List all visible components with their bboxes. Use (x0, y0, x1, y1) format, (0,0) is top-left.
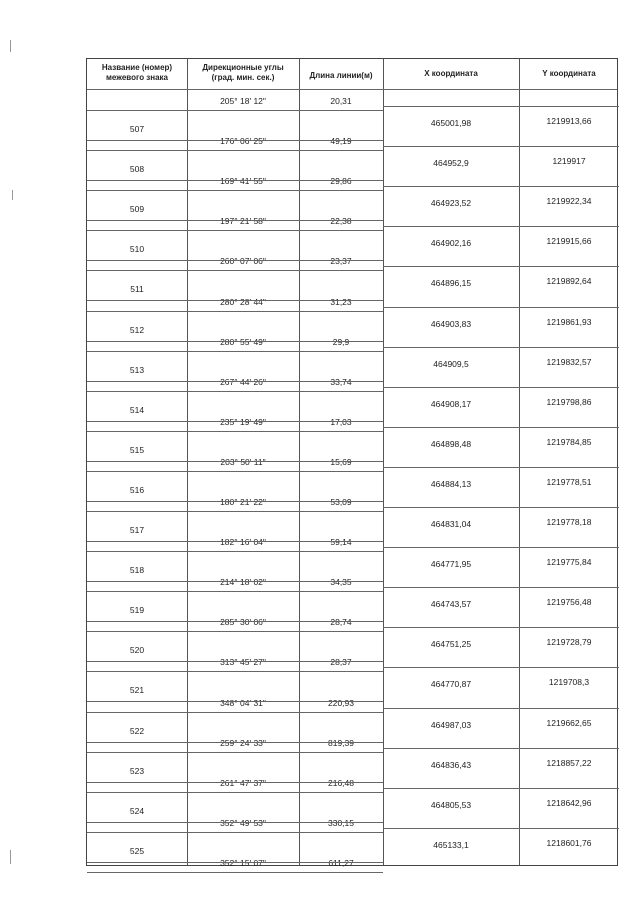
point-x: 464952,9 (433, 158, 469, 169)
segment-length: 17,03 (330, 416, 352, 427)
segment-length: 22,38 (330, 216, 352, 227)
scan-artifact (10, 40, 11, 52)
point-x: 464836,43 (430, 759, 472, 770)
point-y: 1218642,96 (546, 797, 592, 808)
row-divider (87, 300, 383, 301)
point-y: 1218601,76 (546, 837, 592, 848)
point-name: 523 (129, 765, 145, 776)
segment-angle: 214° 18' 02" (220, 577, 266, 588)
segment-length: 611,27 (328, 857, 354, 868)
point-y: 1219922,34 (546, 196, 592, 207)
segment-length: 34,35 (330, 577, 352, 588)
point-name: 519 (129, 605, 145, 616)
segment-angle: 260° 07' 06" (220, 256, 266, 267)
row-divider (87, 140, 383, 141)
row-divider (87, 782, 383, 783)
point-x: 464805,53 (430, 799, 472, 810)
segment-angle: 348° 04' 31" (220, 697, 266, 708)
segment-length: 20,31 (330, 96, 352, 106)
segment-angle: 285° 30' 06" (220, 617, 266, 628)
point-x: 464908,17 (430, 398, 472, 409)
row-divider (383, 627, 619, 628)
scan-artifact (12, 190, 13, 200)
segment-angle: 169° 41' 55" (220, 176, 266, 187)
row-divider (87, 671, 383, 672)
header-x: X координата (424, 69, 478, 78)
row-divider (87, 661, 383, 662)
header-name: Название (номер) межевого знака (101, 63, 173, 82)
point-name: 509 (129, 204, 145, 215)
row-divider (87, 752, 383, 753)
point-x: 464896,15 (430, 278, 472, 289)
scan-artifact (10, 850, 11, 864)
row-divider (87, 742, 383, 743)
segment-length: 31,23 (330, 296, 352, 307)
row-divider (87, 110, 383, 111)
point-y: 1219708,3 (548, 677, 590, 688)
point-y: 1219784,85 (546, 436, 592, 447)
point-x: 465133,1 (433, 839, 469, 850)
column-divider (383, 59, 384, 865)
row-divider (87, 501, 383, 502)
point-x: 464751,25 (430, 639, 472, 650)
segment-angle: 203° 50' 11" (220, 456, 266, 467)
header-length: Длина линии(м) (309, 71, 373, 80)
row-divider (383, 106, 619, 107)
segment-angle: 267° 44' 26" (220, 376, 266, 387)
row-divider (383, 387, 619, 388)
point-x: 464771,95 (430, 559, 472, 570)
row-divider (87, 351, 383, 352)
segment-length: 216,48 (328, 777, 354, 788)
row-divider (383, 547, 619, 548)
row-divider (383, 226, 619, 227)
point-y: 1219662,65 (546, 717, 592, 728)
row-divider (87, 230, 383, 231)
segment-angle: 176° 06' 25" (220, 136, 266, 147)
point-name: 511 (130, 284, 144, 295)
segment-angle: 280° 55' 49" (220, 336, 266, 347)
row-divider (87, 712, 383, 713)
point-x: 464831,04 (430, 519, 472, 529)
point-x: 464987,03 (430, 719, 472, 730)
row-divider (383, 467, 619, 468)
row-divider (87, 391, 383, 392)
segment-length: 33,74 (330, 376, 352, 387)
point-y: 1218857,22 (546, 757, 592, 768)
row-divider (383, 507, 619, 508)
row-divider (87, 270, 383, 271)
point-name: 510 (129, 244, 145, 255)
row-divider (87, 591, 383, 592)
row-divider (87, 872, 383, 873)
row-divider (87, 471, 383, 472)
point-name: 518 (129, 565, 145, 576)
segment-angle: 352° 15' 07" (220, 857, 266, 868)
row-divider (383, 186, 619, 187)
point-name: 516 (129, 484, 145, 495)
segment-angle: 197° 21' 58" (220, 216, 266, 227)
row-divider (383, 266, 619, 267)
segment-angle: 182° 16' 04" (220, 537, 266, 548)
row-divider (383, 146, 619, 147)
segment-length: 53,09 (330, 497, 352, 507)
row-divider (383, 788, 619, 789)
point-x: 464743,57 (430, 599, 472, 610)
segment-length: 59,14 (330, 537, 352, 548)
point-name: 520 (129, 645, 145, 656)
point-name: 514 (129, 404, 145, 415)
point-y: 1219778,18 (546, 517, 592, 527)
point-y: 1219915,66 (546, 236, 592, 247)
segment-angle: 280° 28' 44" (220, 296, 266, 307)
segment-angle: 235° 19' 49" (220, 416, 266, 427)
point-y: 1219913,66 (546, 116, 592, 126)
row-divider (383, 667, 619, 668)
row-divider (87, 621, 383, 622)
point-y: 1219892,64 (546, 276, 592, 287)
row-divider (87, 190, 383, 191)
point-x: 464909,5 (433, 358, 469, 369)
point-y: 1219798,86 (546, 396, 592, 407)
segment-angle: 180° 21' 22" (220, 497, 266, 507)
row-divider (87, 511, 383, 512)
point-x: 465001,98 (430, 118, 472, 128)
row-divider (87, 150, 383, 151)
header-y: Y координата (542, 69, 596, 78)
segment-length: 15,69 (330, 456, 352, 467)
row-divider (87, 461, 383, 462)
row-divider (383, 347, 619, 348)
row-divider (87, 381, 383, 382)
row-divider (87, 220, 383, 221)
row-divider (87, 180, 383, 181)
segment-length: 28,74 (330, 617, 352, 628)
header-divider (87, 89, 617, 90)
segment-angle: 259° 24' 33" (220, 737, 266, 748)
row-divider (87, 341, 383, 342)
point-name: 507 (129, 124, 145, 134)
row-divider (87, 832, 383, 833)
segment-length: 23,37 (330, 256, 352, 267)
row-divider (87, 862, 383, 863)
segment-length: 29,9 (332, 336, 350, 347)
row-divider (87, 631, 383, 632)
row-divider (87, 792, 383, 793)
point-y: 1219728,79 (546, 637, 592, 648)
point-name: 524 (129, 805, 145, 816)
point-x: 464923,52 (430, 198, 472, 209)
point-name: 512 (129, 324, 145, 335)
row-divider (383, 748, 619, 749)
segment-length: 819,39 (328, 737, 354, 748)
segment-length: 49,19 (330, 136, 352, 147)
segment-length: 29,86 (330, 176, 352, 187)
segment-length: 220,93 (328, 697, 354, 708)
point-name: 517 (129, 525, 145, 535)
point-name: 525 (129, 845, 145, 856)
row-divider (383, 427, 619, 428)
point-name: 515 (129, 444, 145, 455)
row-divider (383, 708, 619, 709)
point-y: 1219756,48 (546, 597, 592, 608)
point-x: 464898,48 (430, 438, 472, 449)
point-x: 464884,13 (430, 478, 472, 489)
row-divider (383, 587, 619, 588)
segment-length: 330,15 (328, 817, 354, 828)
row-divider (87, 431, 383, 432)
row-divider (87, 260, 383, 261)
row-divider (87, 822, 383, 823)
row-divider (87, 701, 383, 702)
row-divider (383, 828, 619, 829)
segment-length: 28,37 (330, 657, 352, 668)
segment-angle: 205° 18' 12" (220, 96, 266, 106)
point-y: 1219778,51 (546, 476, 592, 487)
point-name: 521 (129, 685, 145, 696)
row-divider (87, 551, 383, 552)
point-x: 464902,16 (430, 238, 472, 249)
row-divider (87, 421, 383, 422)
row-divider (87, 581, 383, 582)
point-y: 1219861,93 (546, 316, 592, 327)
row-divider (87, 311, 383, 312)
point-y: 1219917 (552, 156, 586, 167)
segment-angle: 352° 49' 53" (220, 817, 266, 828)
point-y: 1219832,57 (546, 356, 592, 367)
segment-angle: 313° 45' 27" (220, 657, 266, 668)
point-x: 464903,83 (430, 318, 472, 329)
point-name: 522 (129, 725, 145, 736)
point-name: 508 (129, 164, 145, 175)
point-x: 464770,87 (430, 679, 472, 690)
point-name: 513 (129, 364, 145, 375)
header-angle: Дирекционные углы (град. мин. сек.) (202, 63, 284, 82)
coordinates-table (86, 58, 618, 866)
point-y: 1219775,84 (546, 557, 592, 568)
column-divider (519, 59, 520, 865)
row-divider (87, 541, 383, 542)
segment-angle: 261° 47' 37" (220, 777, 266, 788)
row-divider (383, 307, 619, 308)
